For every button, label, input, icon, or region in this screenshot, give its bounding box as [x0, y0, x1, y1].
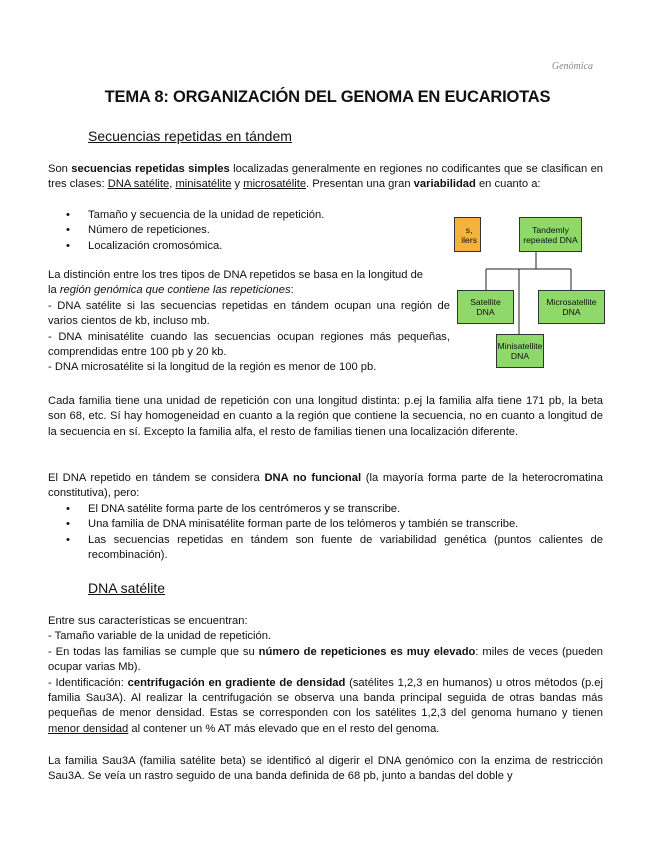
families-paragraph: Cada familia tiene una unidad de repetición con una longitud distinta: p.ej la familia alfa tiene 171 pb, la beta son 68, etc. Sí hay homogeneidad en cuanto a la región que contiene la secuencia, no en cuanto a longitud de la secuencia en sí. Excepto la familia alfa, el resto de familias tienen una localización diferente. — [48, 395, 603, 438]
running-header: Genómica — [551, 61, 593, 72]
diagram-microsatellite: Microsatellite DNA — [538, 290, 605, 324]
page-title: TEMA 8: ORGANIZACIÓN DEL GENOMA EN EUCARIOTAS — [104, 88, 551, 106]
diagram-partial-box: s, ilers — [454, 217, 481, 252]
tandem-dna-diagram — [450, 210, 610, 380]
list-item: • Una familia de DNA minisatélite forman parte de los telómeros y también se transcribe. — [48, 517, 603, 532]
section-heading-tandem: Secuencias repetidas en tándem — [88, 128, 292, 144]
sau3a-paragraph: La familia Sau3A (familia satélite beta) se identificó al digerir el DNA genómico con la enzima de restricción Sau3A. Se veía un rastro seguido de una banda definida de 68 pb, junto a bandas del doble y — [48, 755, 603, 783]
distinction-paragraph: La distinción entre los tres tipos de DNA repetidos se basa en la longitud de la región genómica que contiene las repeticiones: - DNA satélite si las secuencias repetidas en tándem ocupan una región de varios cientos de kb, incluso mb. - DNA minisatélite cuando las secuencias ocupan regiones más pequeñas, comprendidas entre 100 pb y 20 kb. - DNA microsatélite si la longitud de la región es menor de 100 pb. — [48, 269, 450, 374]
list-item: • Tamaño y secuencia de la unidad de repetición. — [48, 208, 603, 223]
list-item: • Número de repeticiones. — [48, 223, 603, 238]
nonfunctional-paragraph: El DNA repetido en tándem se considera DNA no funcional (la mayoría forma parte de la heterocromatina constitutiva), pero: — [48, 472, 603, 500]
diagram-root-tandemly-repeated: Tandemly repeated DNA — [519, 217, 582, 252]
list-item: • Localización cromosómica. — [48, 239, 603, 254]
list-item: • Las secuencias repetidas en tándem son fuente de variabilidad genética (puntos calientes de recombinación). — [48, 533, 603, 564]
satellite-characteristics: Entre sus características se encuentran: - Tamaño variable de la unidad de repetición. - En todas las familias se cumple que su número de repeticiones es muy elevado: miles de veces (pueden ocupar varias Mb). - Identificación: centrifugación en gradiente de densidad (satélites 1,2,3 en humanos) u otros métodos (p.ej familia Sau3A). Al realizar la centrifugación se observa una banda principal seguida de otras bandas más pequeñas de menor densidad. Estas se corresponden con los satélites 1,2,3 del genoma humano y tienen menor densidad al contener un % AT más elevado que en el resto del genoma. — [48, 615, 604, 735]
diagram-satellite: Satellite DNA — [457, 290, 514, 324]
diagram-minisatellite: Minisatellite DNA — [496, 334, 544, 368]
intro-paragraph: Son secuencias repetidas simples localizadas generalmente en regiones no codificantes que se clasifican en tres clases: DNA satélite, minisatélite y microsatélite. Presentan una gran variabilidad en cuanto a: — [48, 163, 604, 191]
section-heading-satellite: DNA satélite — [88, 580, 166, 596]
list-item: • El DNA satélite forma parte de los centrómeros y se transcribe. — [48, 502, 603, 517]
exceptions-list — [48, 502, 603, 564]
